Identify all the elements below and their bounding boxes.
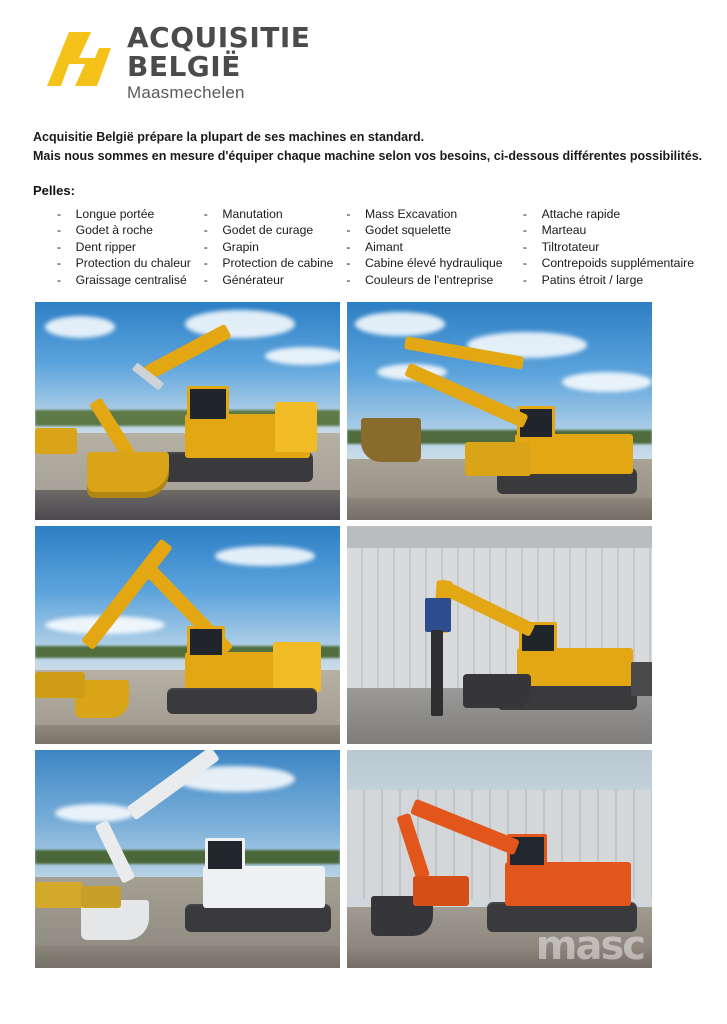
option-cell: Générateur: [222, 272, 284, 287]
logo-subtitle: Maasmechelen: [127, 83, 245, 102]
option-cell: Couleurs de l'entreprise: [365, 272, 494, 287]
photo-cat-long-reach-excavator: [347, 302, 652, 520]
logo-line-2: BELGIË: [127, 50, 241, 83]
dash: -: [522, 206, 527, 221]
option-cell: Contrepoids supplémentaire: [541, 256, 694, 271]
dash: -: [346, 206, 351, 221]
dash: -: [57, 223, 62, 238]
option-cell: Attache rapide: [541, 206, 621, 221]
option-cell: Protection du chaleur: [75, 256, 191, 271]
photo-cat-demolition-excavator: [35, 526, 340, 744]
intro-line-2: Mais nous sommes en mesure d'équiper chaque machine selon vos besoins, ci-dessous différentes possibilités.: [33, 149, 703, 164]
option-cell: Godet squelette: [365, 223, 452, 238]
dash: -: [346, 223, 351, 238]
dash: -: [57, 206, 62, 221]
option-cell: Godet à roche: [75, 223, 153, 238]
logo-mark-icon: [39, 28, 117, 90]
option-cell: Mass Excavation: [365, 206, 458, 221]
table-row: [57, 273, 694, 290]
photo-orange-excavator: [347, 750, 652, 968]
dash: -: [203, 223, 208, 238]
dash: -: [203, 272, 208, 287]
dash: -: [346, 239, 351, 254]
options-table: [57, 207, 694, 290]
option-cell: Godet de curage: [222, 223, 314, 238]
section-title: Pelles:: [33, 182, 75, 198]
table-row: [57, 207, 694, 224]
table-row: [57, 240, 694, 257]
dash: -: [203, 239, 208, 254]
dash: -: [522, 239, 527, 254]
dash: -: [522, 256, 527, 271]
option-cell: Cabine élevé hydraulique: [365, 256, 503, 271]
dash: -: [522, 223, 527, 238]
dash: -: [203, 256, 208, 271]
dash: -: [57, 256, 62, 271]
photo-white-excavator: [35, 750, 340, 968]
logo-text: [127, 21, 311, 102]
dash: -: [346, 256, 351, 271]
dash: -: [346, 272, 351, 287]
option-cell: Dent ripper: [75, 239, 136, 254]
document-header: [33, 0, 694, 114]
intro-line-1: Acquisitie België prépare la plupart de ses machines en standard.: [33, 130, 425, 144]
dash: -: [57, 239, 62, 254]
dash: -: [57, 272, 62, 287]
table-row: [57, 256, 694, 273]
dash: -: [522, 272, 527, 287]
watermark: masc: [535, 923, 644, 969]
photo-cat-excavator-yellow-front: [35, 302, 340, 520]
option-cell: Manutation: [222, 206, 283, 221]
intro-paragraph: [33, 128, 703, 167]
table-row: [57, 223, 694, 240]
option-cell: Marteau: [541, 223, 587, 238]
option-cell: Aimant: [365, 239, 403, 254]
option-cell: Protection de cabine: [222, 256, 334, 271]
photo-cat-excavator-hammer: [347, 526, 652, 744]
option-cell: Patins étroit / large: [541, 272, 644, 287]
dash: -: [203, 206, 208, 221]
option-cell: Grapin: [222, 239, 259, 254]
logo-line-1: ACQUISITIE: [127, 21, 311, 54]
photo-gallery: [35, 302, 652, 968]
option-cell: Tiltrotateur: [541, 239, 600, 254]
option-cell: Longue portée: [75, 206, 155, 221]
option-cell: Graissage centralisé: [75, 272, 187, 287]
